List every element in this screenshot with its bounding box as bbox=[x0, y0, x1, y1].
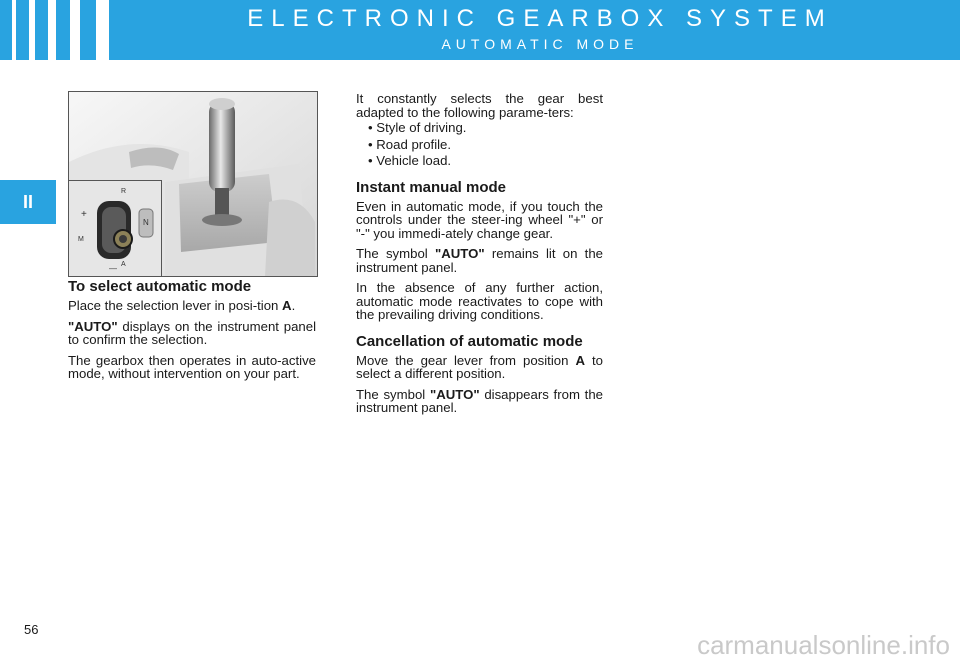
n-label: N bbox=[143, 218, 149, 227]
r-label: R bbox=[121, 188, 127, 195]
header-stripe bbox=[29, 0, 35, 60]
right-column bbox=[356, 92, 603, 422]
paragraph-absence: In the absence of any further action, automatic mode reactivates to cope with the prevailing driving conditions. bbox=[356, 280, 603, 322]
minus-label: — bbox=[109, 264, 117, 273]
parameter-list bbox=[356, 121, 603, 168]
paragraph-place-lever: Place the selection lever in posi-tion A. bbox=[68, 298, 296, 313]
heading-cancellation: Cancellation of automatic mode bbox=[356, 332, 583, 350]
page-subtitle: AUTOMATIC MODE bbox=[441, 36, 639, 52]
header-stripe bbox=[96, 0, 109, 60]
m-label: M bbox=[78, 236, 84, 243]
a-label: A bbox=[121, 261, 126, 268]
watermark: carmanualsonline.info bbox=[697, 630, 950, 660]
list-item: • Vehicle load. bbox=[368, 153, 452, 168]
paragraph-gearbox-operates: The gearbox then operates in auto-active mode, without intervention on your part. bbox=[68, 352, 316, 381]
chapter-tab: II bbox=[0, 180, 56, 224]
header-stripe bbox=[12, 0, 16, 60]
left-column bbox=[68, 279, 316, 388]
paragraph-symbol-lit: The symbol "AUTO" remains lit on the instrument panel. bbox=[356, 246, 603, 275]
list-item: • Road profile. bbox=[368, 136, 452, 152]
header-stripe bbox=[70, 0, 80, 60]
steering-controls-illustration bbox=[69, 181, 161, 276]
plus-label: + bbox=[81, 209, 87, 220]
heading-instant-manual: Instant manual mode bbox=[356, 178, 507, 196]
page-title: ELECTRONIC GEARBOX SYSTEM bbox=[247, 5, 833, 32]
paragraph-symbol-disappears: The symbol "AUTO" disappears from the instrument panel. bbox=[356, 386, 603, 415]
heading-select-automatic: To select automatic mode bbox=[68, 278, 252, 295]
paragraph-instant: Even in automatic mode, if you touch the controls under the steer-ing wheel "+" or "-" you immedi-ately change gear. bbox=[356, 198, 603, 241]
page-number: 56 bbox=[24, 622, 39, 637]
paragraph-intro: It constantly selects the gear best adapted to the following parame-ters: bbox=[356, 91, 603, 120]
page-header bbox=[0, 0, 960, 60]
paragraph-move-lever: Move the gear lever from position A to select a different position. bbox=[356, 352, 603, 381]
list-item: • Style of driving. bbox=[368, 120, 467, 135]
header-stripe bbox=[48, 0, 56, 60]
paragraph-auto-displays: "AUTO" displays on the instrument panel to confirm the selection. bbox=[68, 318, 316, 347]
steering-controls-inset bbox=[68, 180, 162, 277]
